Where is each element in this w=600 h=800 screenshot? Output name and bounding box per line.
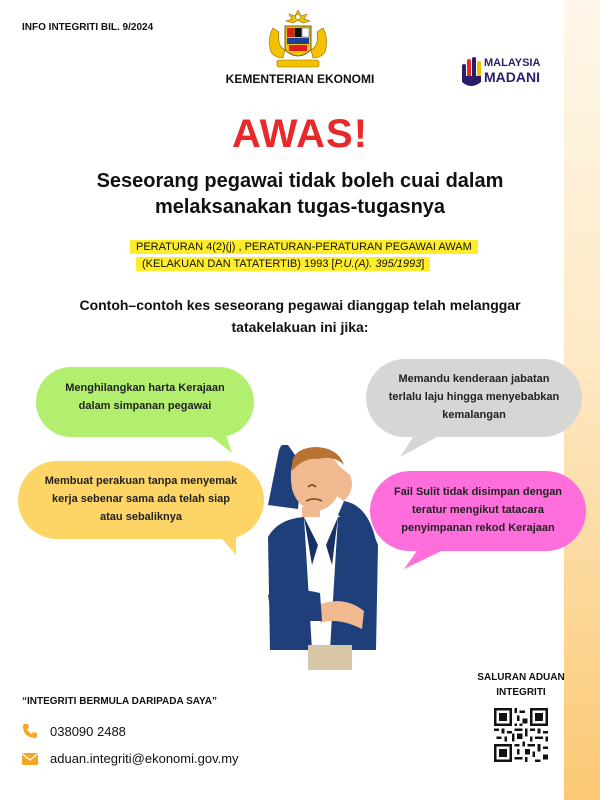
- madani-logo-line-2: MADANI: [484, 69, 540, 85]
- headline-line-2: melaksanakan tugas-tugasnya: [154, 196, 446, 218]
- madani-hand-icon: [460, 56, 482, 90]
- example-1: [46, 379, 244, 415]
- headline-line-1: Seseorang pegawai tidak boleh cuai dalam: [96, 170, 504, 192]
- phone-number[interactable]: 038090 2488: [50, 723, 126, 739]
- example-4-line-1: Fail Sulit tidak disimpan dengan: [393, 486, 563, 498]
- example-3-line-2: kerja sebenar sama ada telah siap: [52, 493, 230, 505]
- example-4-line-2: teratur mengikut tatacara: [411, 504, 545, 516]
- email-address[interactable]: aduan.integriti@ekonomi.gov.my: [50, 751, 239, 766]
- regulation-reference: P.U.(A). 395/1993: [334, 258, 422, 270]
- ministry-name: KEMENTERIAN EKONOMI: [225, 72, 375, 86]
- email-contact: [22, 751, 239, 766]
- malaysia-madani-logo: [460, 54, 560, 94]
- complaint-channel-label: [466, 670, 576, 700]
- bulletin-label: INFO INTEGRITI BIL. 9/2024: [22, 22, 154, 33]
- intro-text: [40, 294, 560, 338]
- example-4: [376, 483, 580, 537]
- stressed-officer-illustration: [258, 445, 388, 670]
- example-2-line-2: terlalu laju hingga menyebabkan: [388, 391, 560, 403]
- phone-icon: [22, 723, 38, 739]
- example-2-line-1: Memandu kenderaan jabatan: [398, 373, 550, 385]
- example-3-line-3: atau sebaliknya: [100, 511, 182, 523]
- regulation-line-2-prefix: (KELAKUAN DAN TATATERTIB) 1993 [: [142, 258, 335, 270]
- slogan: “INTEGRITI BERMULA DARIPADA SAYA”: [22, 696, 218, 707]
- example-2: [374, 370, 574, 424]
- complaint-channel-line-2: INTEGRITI: [496, 687, 546, 698]
- envelope-icon: [22, 752, 38, 766]
- example-2-line-3: kemalangan: [442, 409, 506, 421]
- example-4-line-3: penyimpanan rekod Kerajaan: [401, 522, 555, 534]
- intro-line-2: tatakelakuan ini jika:: [231, 319, 369, 335]
- example-1-line-2: dalam simpanan pegawai: [78, 400, 212, 412]
- regulation-line-1: PERATURAN 4(2)(j) , PERATURAN-PERATURAN PEGAWAI AWAM: [130, 240, 478, 254]
- regulation-line-2: [136, 257, 430, 271]
- example-1-line-1: Menghilangkan harta Kerajaan: [65, 382, 225, 394]
- national-crest-icon: [263, 8, 333, 70]
- regulation-line-2-suffix: ]: [421, 258, 425, 270]
- qr-code[interactable]: [494, 708, 548, 762]
- complaint-channel-line-1: SALURAN ADUAN: [477, 672, 565, 683]
- headline: [40, 168, 560, 220]
- example-3-line-1: Membuat perakuan tanpa menyemak: [44, 475, 238, 487]
- madani-logo-line-1: MALAYSIA: [484, 57, 541, 69]
- example-3: [22, 472, 260, 526]
- phone-contact: [22, 723, 126, 739]
- intro-line-1: Contoh–contoh kes seseorang pegawai dianggap telah melanggar: [79, 297, 521, 313]
- warning-title: AWAS!: [231, 112, 369, 156]
